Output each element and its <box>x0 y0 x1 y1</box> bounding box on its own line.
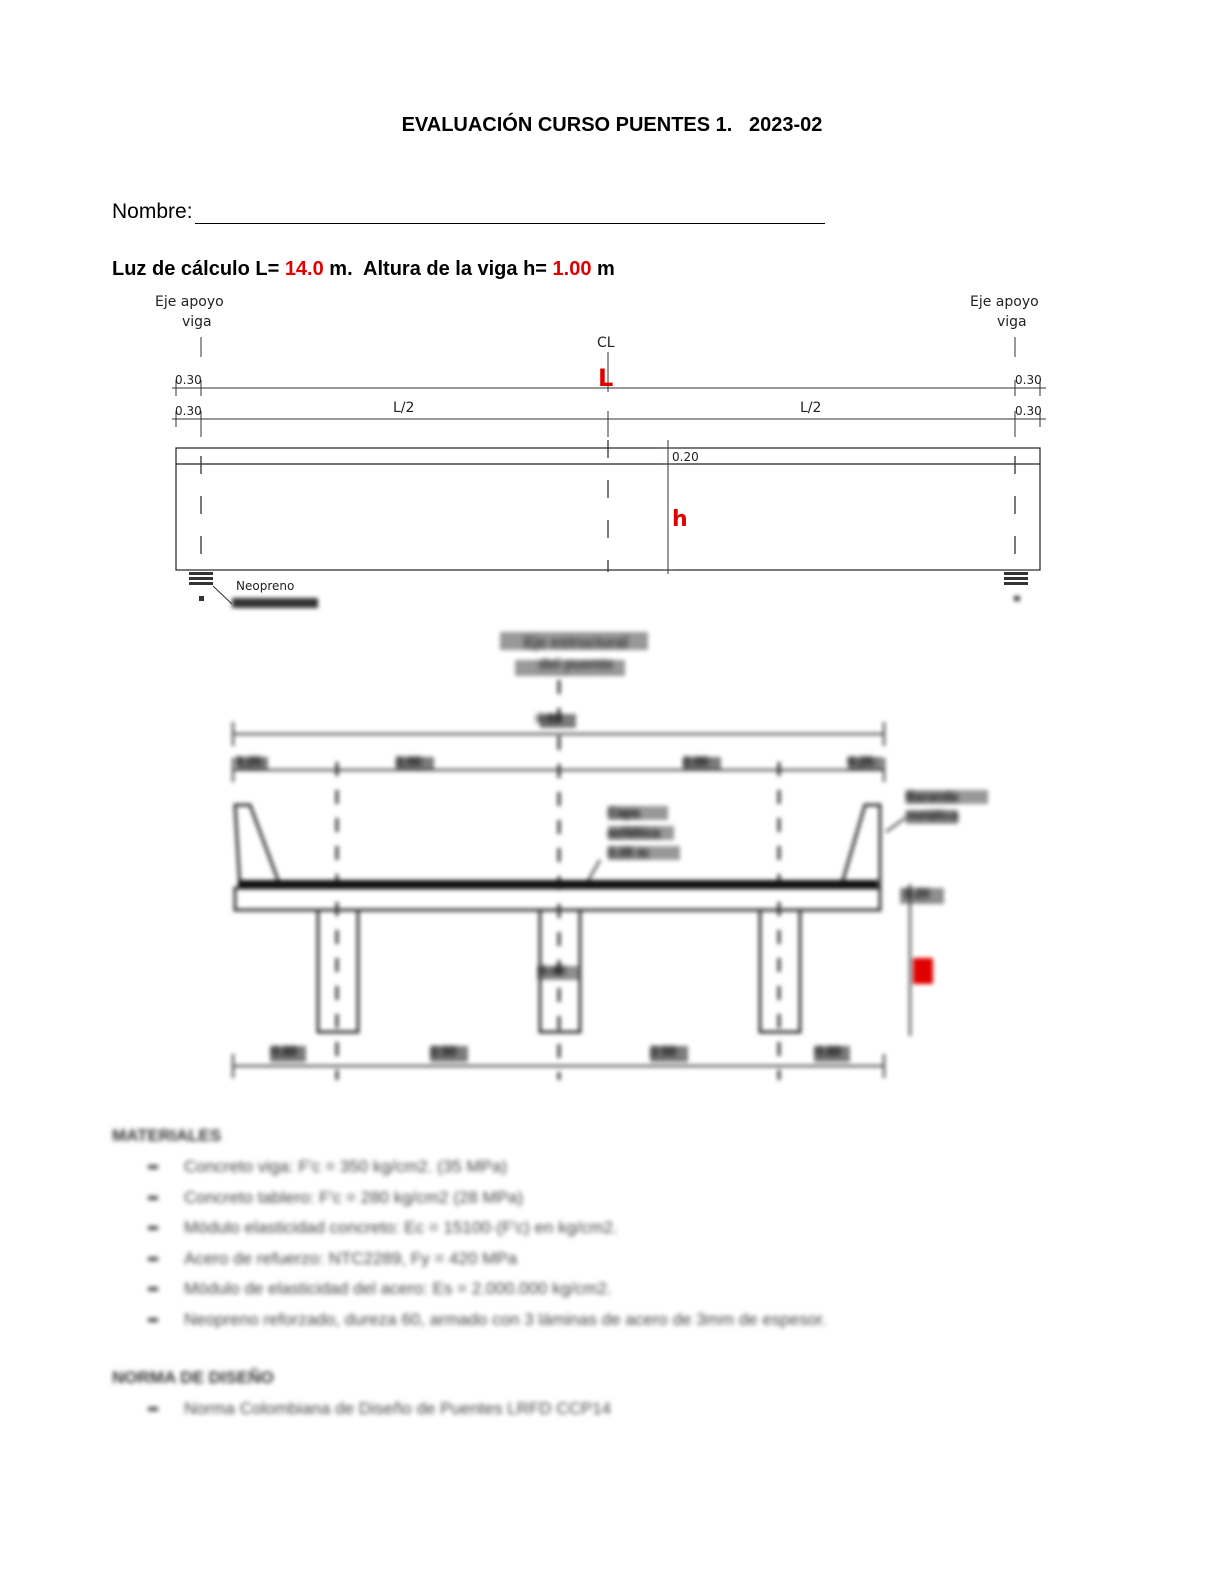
span-symbol: L <box>598 364 614 392</box>
materials-heading: MATERIALES <box>112 1126 222 1145</box>
centerline-label: CL <box>597 335 615 351</box>
bottom-dim-1: 0.80 <box>272 1044 298 1059</box>
bearing-right <box>1004 572 1028 601</box>
height-symbol: h <box>672 507 688 532</box>
support-right-label-2: viga <box>997 314 1027 330</box>
height-unit: m <box>591 258 615 280</box>
list-item: Concreto tablero: F'c = 280 kg/cm2 (28 MPa) <box>112 1183 827 1214</box>
top-dim-3: 2.00 <box>683 754 709 769</box>
bottom-dim-4: 0.80 <box>816 1044 842 1059</box>
bearing-label: Neopreno <box>236 579 295 593</box>
axis-label-line-2: del puente <box>538 656 614 673</box>
design-code-heading: NORMA DE DISEÑO <box>112 1368 274 1387</box>
list-item: Neopreno reforzado, dureza 60, armado con 3 láminas de acero de 3mm de espesor. <box>112 1305 827 1336</box>
total-width-label: 6.60 <box>536 711 562 726</box>
bearing-left <box>189 572 213 601</box>
pavement-label <box>608 803 660 863</box>
offset-bottom-right: 0.30 <box>1015 404 1042 418</box>
top-dim-4: 0.25 <box>848 754 874 769</box>
pavement-label-line-3: 0.05 m <box>608 845 649 860</box>
offset-top-left: 0.30 <box>175 373 202 387</box>
structural-axis-label <box>496 632 656 676</box>
railing-label-line-2: metálica <box>906 808 959 823</box>
name-label: Nombre: <box>112 200 193 223</box>
half-span-right: L/2 <box>800 400 822 416</box>
support-left-label-2: viga <box>182 314 212 330</box>
axis-label-line-1: Eje estructural <box>523 634 629 651</box>
list-item: Módulo de elasticidad del acero: Es = 2.000.000 kg/cm2. <box>112 1274 827 1305</box>
bottom-dim-3: 2.50 <box>651 1044 677 1059</box>
list-item: Norma Colombiana de Diseño de Puentes LRFD CCP14 <box>112 1394 611 1425</box>
slab-label: 0.20 <box>904 886 930 901</box>
list-item: Concreto viga: F'c = 350 kg/cm2. (35 MPa) <box>112 1152 827 1183</box>
support-right-label: Eje apoyo <box>970 294 1039 310</box>
span-unit: m. <box>323 258 364 280</box>
pavement-label-line-1: Capa <box>608 805 640 820</box>
list-item: Acero de refuerzo: NTC2289, Fy = 420 MPa <box>112 1244 827 1275</box>
bottom-dim-2: 2.50 <box>431 1044 457 1059</box>
railing-label <box>906 787 958 825</box>
height-value: 1.00 <box>552 258 592 280</box>
railing-label-line-1: Baranda <box>906 789 959 804</box>
support-left-label: Eje apoyo <box>155 294 224 310</box>
top-dim-2: 2.00 <box>396 754 422 769</box>
pavement-label-line-2: asfáltica <box>608 825 661 840</box>
materials-list <box>112 1152 827 1335</box>
design-code-list <box>112 1394 611 1425</box>
span-value: 14.0 <box>284 258 324 280</box>
offset-top-right: 0.30 <box>1015 373 1042 387</box>
height-label: Altura de la viga h= <box>363 258 553 280</box>
span-label: Luz de cálculo L= <box>112 258 285 280</box>
slab-thickness-label: 0.20 <box>672 450 699 464</box>
top-dim-1: 0.25 <box>236 754 262 769</box>
offset-bottom-left: 0.30 <box>175 404 202 418</box>
page-title: EVALUACIÓN CURSO PUENTES 1. 2023-02 <box>401 114 823 136</box>
web-label: 0.40 <box>540 963 566 978</box>
half-span-left: L/2 <box>393 400 415 416</box>
list-item: Módulo elasticidad concreto: Ec = 15100·(F'c) en kg/cm2. <box>112 1213 827 1244</box>
